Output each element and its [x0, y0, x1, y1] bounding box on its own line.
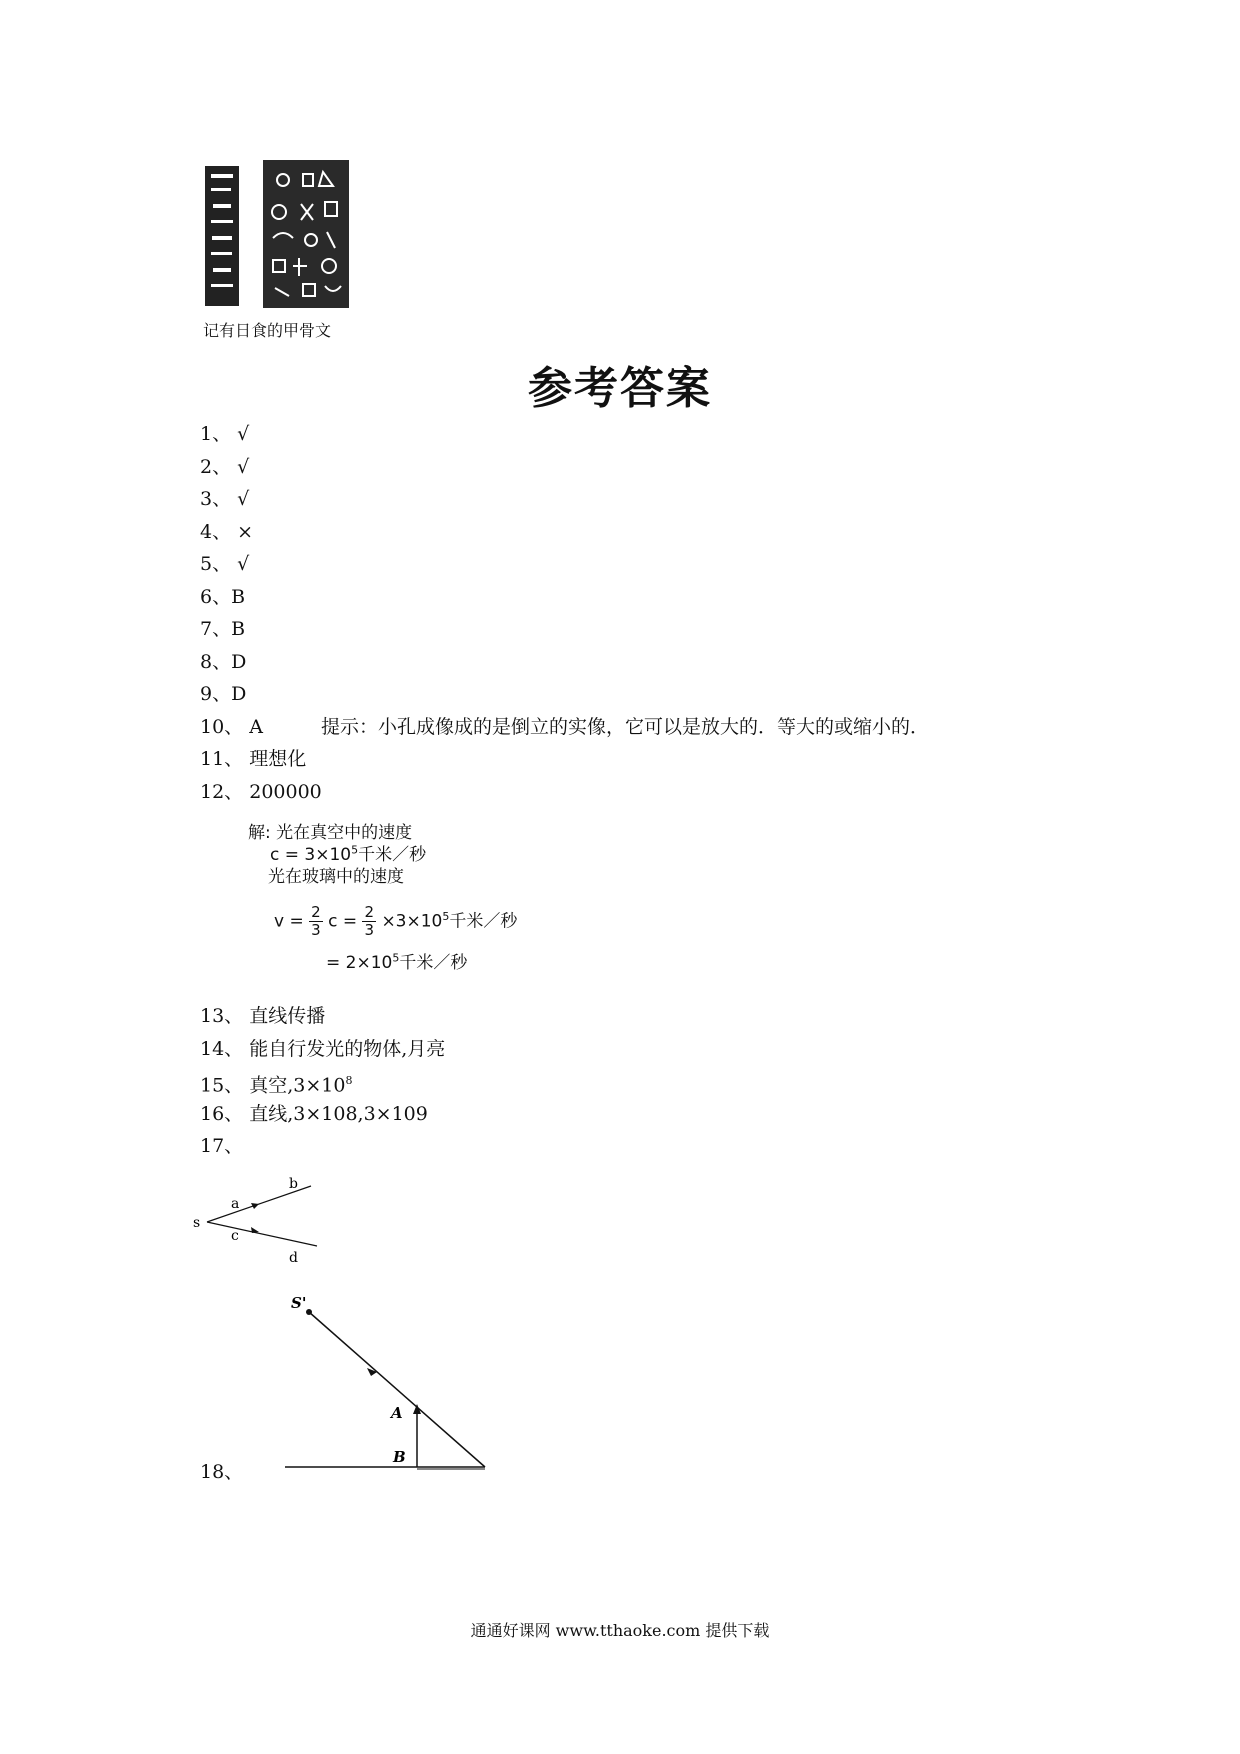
page-title: 参考答案 — [528, 363, 712, 414]
answer-hint: 提示：小孔成像成的是倒立的实像，它可以是放大的．等大的或缩小的． — [320, 715, 929, 738]
answer-item-3: 3、 √ — [200, 488, 250, 510]
page-footer: 通通好课网 www.tthaoke.com 提供下载 — [470, 1621, 770, 1640]
answer-item-14: 14、 能自行发光的物体,月亮 — [200, 1037, 446, 1060]
answer-item-15: 15、 真空$,3\times 10^8$ — [200, 1074, 353, 1097]
answer-list — [200, 418, 1100, 808]
shadow-diagram — [285, 1286, 495, 1471]
point-s-prime-label: S' — [291, 1294, 307, 1312]
answer-item-10: 10、 A 提示：小孔成像成的是倒立的实像，它可以是放大的．等大的或缩小的． — [200, 715, 929, 738]
solution-line-4: v = $\frac{2}{3}$ c = $\frac{2}{3}$ $\times 3\times 10^5$千米／秒 — [274, 903, 518, 939]
point-b-label: B — [393, 1448, 406, 1466]
point-c-label: c — [231, 1228, 239, 1244]
solution-line-3: 光在玻璃中的速度 — [268, 867, 404, 887]
point-s-label: s — [193, 1215, 201, 1231]
solution-line-1: 解: 光在真空中的速度 — [248, 823, 413, 843]
solution-line-2: $c = 3\times 10^5$千米／秒 — [270, 843, 427, 865]
point-a-label: a — [231, 1196, 240, 1212]
light-rays-diagram — [193, 1174, 328, 1264]
answer-item-12: 12、 200000 — [200, 780, 322, 803]
answer-item-1: 1、 √ — [200, 423, 250, 445]
answer-item-13: 13、 直线传播 — [200, 1005, 326, 1027]
fraction: $\frac{2}{3}$ — [364, 903, 375, 939]
point-b-label: b — [289, 1176, 298, 1192]
answer-item-6: 6、B — [200, 585, 246, 608]
answer-item-2: 2、 √ — [200, 455, 250, 478]
solution-block — [248, 818, 578, 978]
solution-line-5: = $2\times 10^5$千米／秒 — [326, 951, 468, 973]
answer-item-8: 8、D — [200, 650, 247, 673]
figure-caption: 记有日食的甲骨文 — [203, 321, 332, 340]
point-d-label: d — [289, 1250, 298, 1264]
answer-list-2 — [200, 1000, 1100, 1163]
fraction: $\frac{2}{3}$ — [311, 903, 321, 939]
answer-item-17: 17、 — [200, 1135, 244, 1157]
answer-item-18-label: 18、 — [200, 1461, 244, 1483]
answer-item-7: 7、B — [200, 618, 246, 640]
answer-item-9: 9、D — [200, 683, 247, 705]
answer-item-4: 4、 × — [200, 520, 254, 543]
point-a-label: A — [391, 1404, 403, 1422]
answer-item-5: 5、 √ — [200, 553, 250, 575]
answer-item-11: 11、 理想化 — [200, 748, 307, 770]
answer-item-16: 16、 直线,3×108,3×109 — [200, 1102, 428, 1125]
oracle-bone-image — [203, 160, 353, 310]
